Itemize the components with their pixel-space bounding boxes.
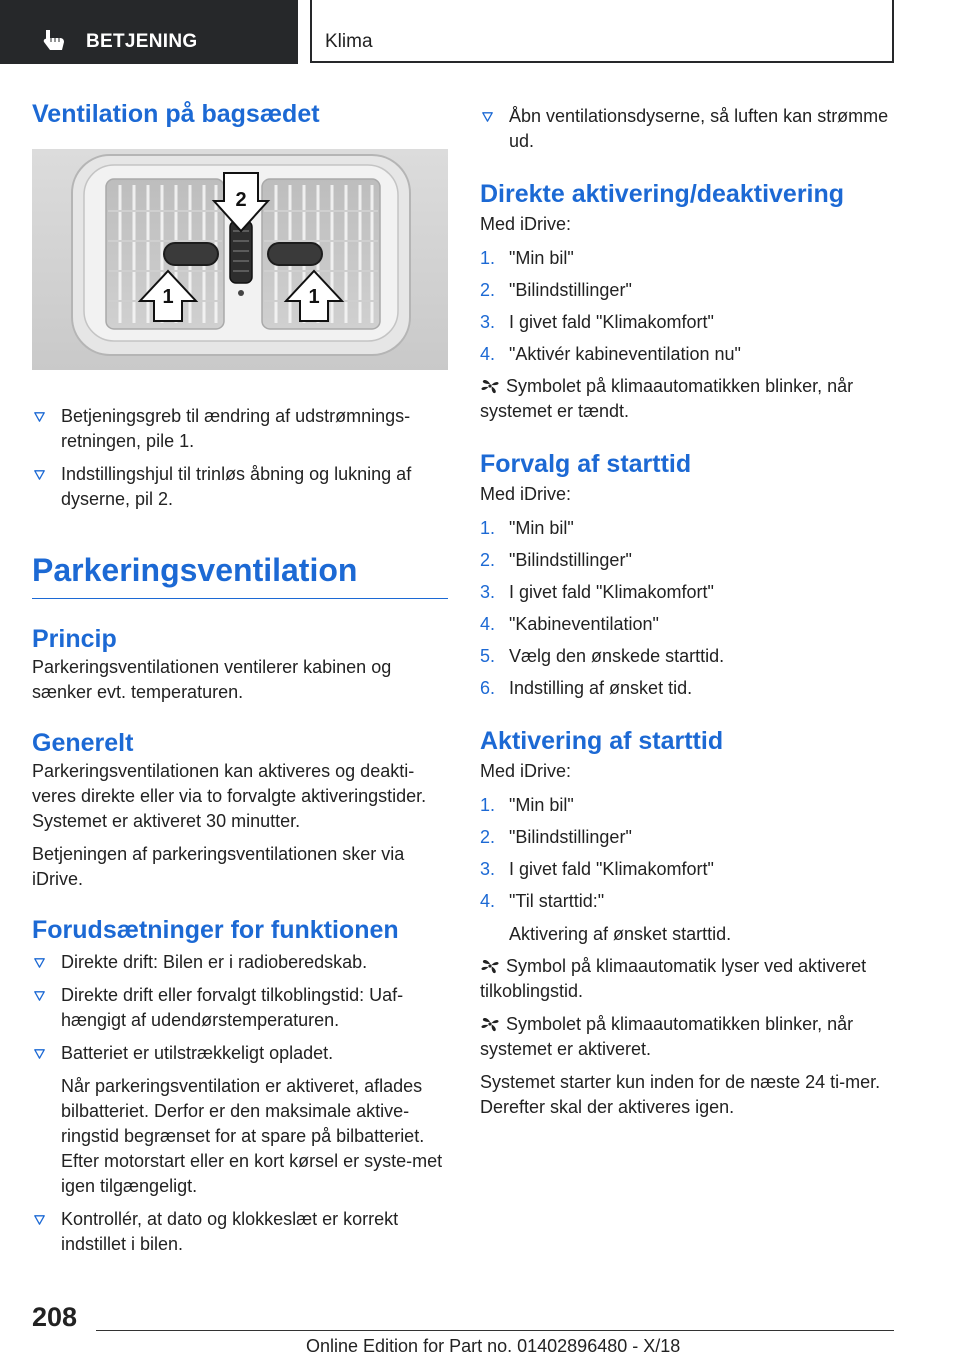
step-text: "Bilindstillinger" [509,550,632,570]
step-number: 1. [480,248,496,268]
footer-rule [96,1330,894,1331]
bullet-text: Indstillingshjul til trinløs åbning og lukning af dyserne, pil 2. [61,464,412,509]
bullet-text: Batteriet er utilstrækkeligt opladet. [61,1043,334,1063]
step-item [480,310,900,335]
bullet-text: Betjeningsgreb til ændring af udstrømnings-retningen, pile 1. [61,406,411,451]
princip-text: Parkeringsventilationen ventilerer kabinen og sænker evt. temperaturen. [32,657,392,702]
step-text: I givet fald "Klimakomfort" [509,859,714,879]
triangle-bullet-icon [34,958,45,968]
heading-generelt: Generelt [32,729,134,757]
triangle-bullet-icon [34,991,45,1001]
heading-forvalg-starttid: Forvalg af starttid [480,450,692,478]
heading-aktivering-starttid: Aktivering af starttid [480,727,724,755]
bullet-item [32,983,448,1033]
arrow-label-1-right: 1 [308,286,320,308]
step-item [480,825,900,850]
section-tab [0,0,298,64]
step-number: 1. [480,518,496,538]
symbol-note [480,1012,900,1062]
section-label: BETJENING [86,31,198,52]
breadcrumb-chapter: Klima [325,31,373,52]
heading-forudsaetninger: Forudsætninger for funktionen [32,916,399,944]
bullet-subtext: Når parkeringsventilation er aktiveret, aflades bilbatteriet. Derfor er den maksimale aktive-ringstid begrænset for at spare på bilbatteriet. Efter motorstart eller en kort kørsel er syste-met igen tilgængeligt. [61,1076,443,1196]
step-text: "Bilindstillinger" [509,827,632,847]
step-number: 4. [480,344,496,364]
hand-pointer-icon [40,26,68,54]
bullet-item [32,404,448,454]
step-text: "Til starttid:" [509,891,605,911]
heading-ventilation-bagsaedet: Ventilation på bagsædet [32,100,320,128]
edition-note: Online Edition for Part no. 01402896480 - X/18 [306,1336,681,1356]
fan-icon [480,1015,500,1033]
bullet-text: Direkte drift: Bilen er i radioberedskab. [61,952,368,972]
step-text: "Aktivér kabineventilation nu" [509,344,741,364]
step-text: "Min bil" [509,795,574,815]
symbol-note-text: Symbol på klimaautomatik lyser ved aktiveret tilkoblingstid. [480,956,867,1001]
symbol-note [480,954,900,1004]
step-item [480,246,900,271]
step-item [480,612,900,637]
bullet-item [32,1041,448,1199]
symbol-note-text: Symbolet på klimaautomatikken blinker, når systemet er tændt. [480,376,854,421]
system-start-note: Systemet starter kun inden for de næste 24 ti-mer. Derefter skal der aktiveres igen. [480,1072,881,1117]
triangle-bullet-icon [34,470,45,480]
step-number: 2. [480,550,496,570]
step-number: 2. [480,827,496,847]
step-number: 6. [480,678,496,698]
step-subtext: Aktivering af ønsket starttid. [509,924,732,944]
step-text: "Min bil" [509,248,574,268]
generelt-paragraph-1: Parkeringsventilationen kan aktiveres og deakti-veres direkte eller via to forvalgte aktiveringstider. Systemet er aktiveret 30 minutter. [32,761,427,831]
step-item [480,889,900,947]
step-number: 2. [480,280,496,300]
chapter-title: Parkeringsventilation [32,552,358,588]
triangle-bullet-icon [34,412,45,422]
bullet-item [32,1207,448,1257]
bullet-item [480,104,900,154]
step-item [480,644,900,669]
heading-direkte-aktivering: Direkte aktivering/deaktivering [480,180,845,208]
step-text: Vælg den ønskede starttid. [509,646,725,666]
bullet-text: Direkte drift eller forvalgt tilkoblingstid: Uaf-hængigt af udendørstemperaturen. [61,985,404,1030]
step-item [480,516,900,541]
symbol-note [480,374,900,424]
idrive-intro: Med iDrive: [480,761,572,781]
bullet-text: Åbn ventilationsdyserne, så luften kan strømme ud. [509,106,889,151]
heading-princip: Princip [32,625,117,653]
left-column [32,98,448,1257]
breadcrumb [310,0,894,63]
step-item [480,857,900,882]
step-number: 4. [480,891,496,911]
arrow-label-2: 2 [235,189,247,211]
arrow-label-1-left: 1 [162,286,174,308]
triangle-bullet-icon [34,1049,45,1059]
bullet-item [32,950,448,975]
fan-icon [480,957,500,975]
step-item [480,548,900,573]
right-column [480,104,900,1120]
step-text: "Kabineventilation" [509,614,659,634]
fan-icon [480,377,500,395]
step-text: I givet fald "Klimakomfort" [509,582,714,602]
step-number: 3. [480,312,496,332]
step-item [480,793,900,818]
generelt-paragraph-2: Betjeningen af parkeringsventilationen sker via iDrive. [32,844,405,889]
step-text: I givet fald "Klimakomfort" [509,312,714,332]
bullet-item [32,462,448,512]
step-number: 5. [480,646,496,666]
triangle-bullet-icon [34,1215,45,1225]
step-text: "Bilindstillinger" [509,280,632,300]
step-item [480,676,900,701]
step-item [480,342,900,367]
triangle-bullet-icon [482,112,493,122]
step-text: Indstilling af ønsket tid. [509,678,693,698]
page-number: 208 [32,1302,78,1332]
bullet-text: Kontrollér, at dato og klokkeslæt er korrekt indstillet i bilen. [61,1209,399,1254]
step-item [480,278,900,303]
step-number: 4. [480,614,496,634]
idrive-intro: Med iDrive: [480,214,572,234]
step-number: 3. [480,582,496,602]
step-number: 3. [480,859,496,879]
symbol-note-text: Symbolet på klimaautomatikken blinker, når systemet er aktiveret. [480,1014,854,1059]
step-text: "Min bil" [509,518,574,538]
step-item [480,580,900,605]
step-number: 1. [480,795,496,815]
idrive-intro: Med iDrive: [480,484,572,504]
